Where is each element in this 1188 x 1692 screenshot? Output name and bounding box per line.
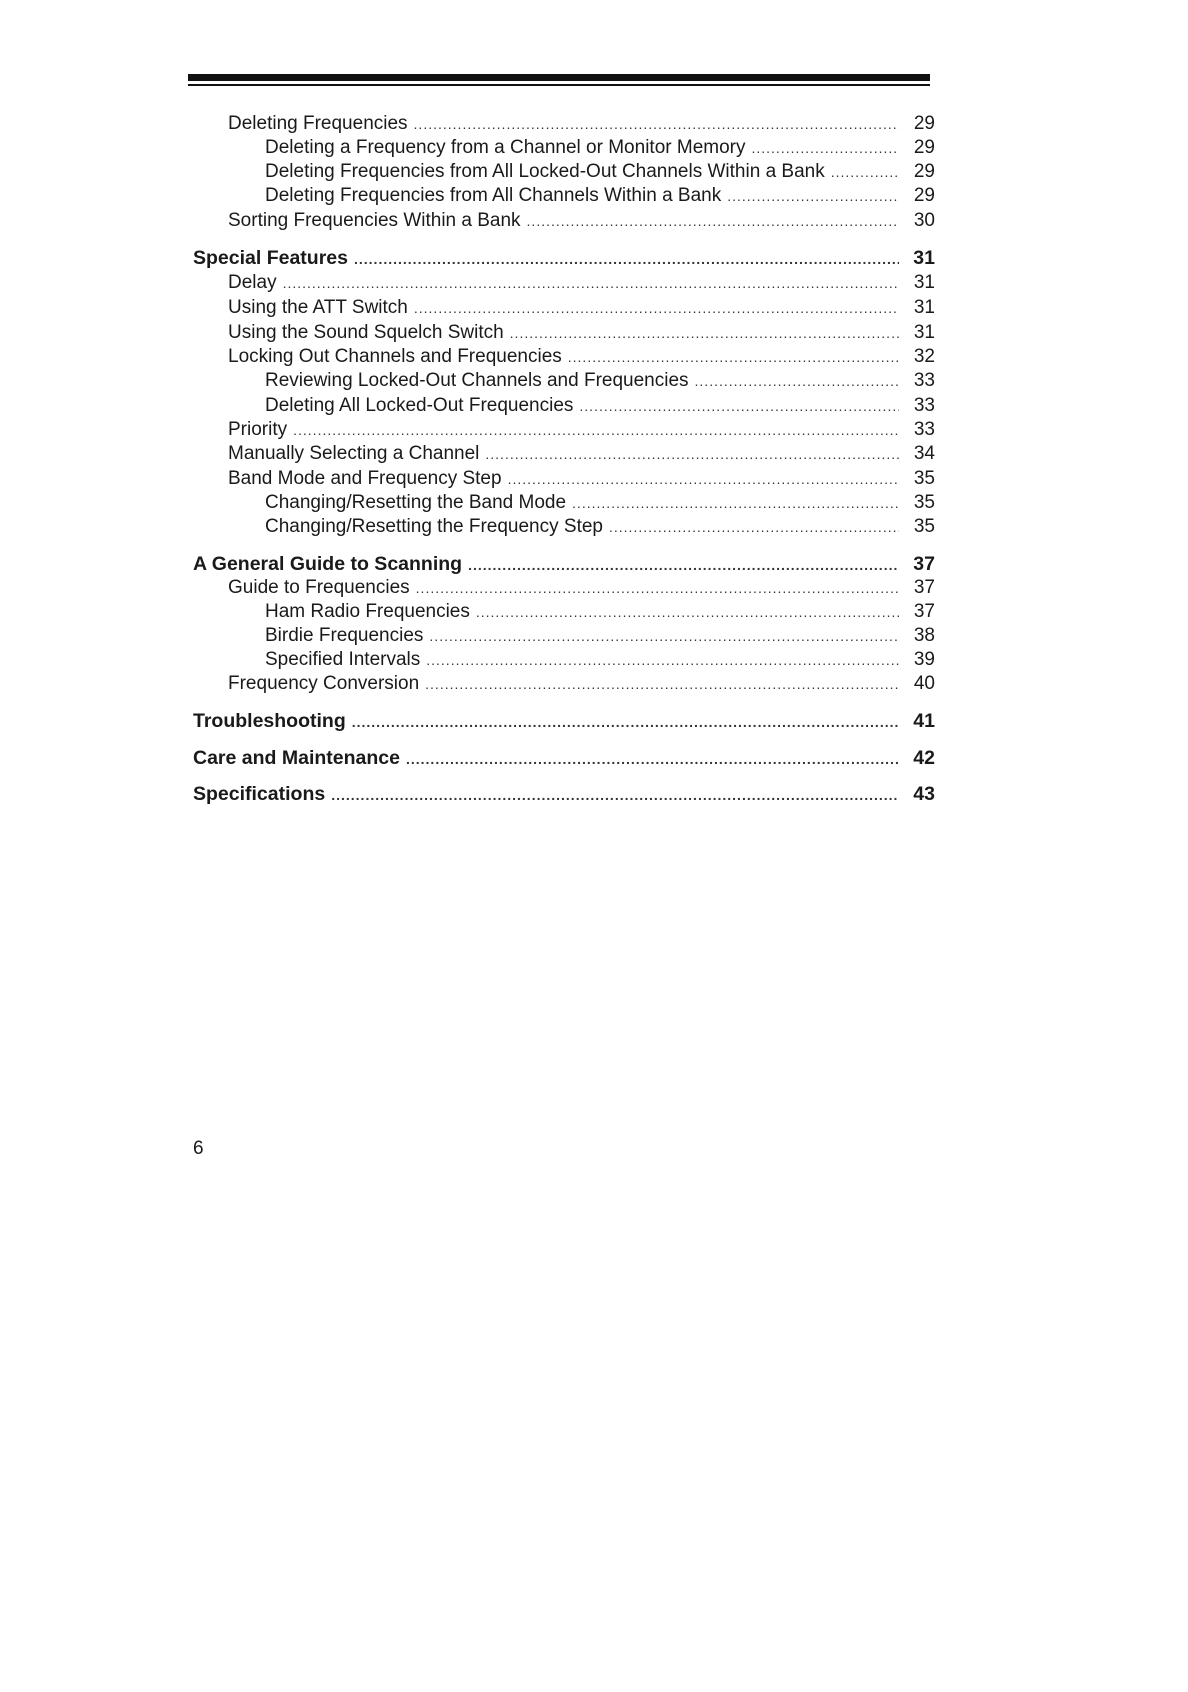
toc-entry[interactable] (265, 135, 935, 161)
dot-leader (476, 599, 899, 625)
toc-entry-title: Band Mode and Frequency Step (228, 468, 502, 489)
dot-leader (414, 295, 899, 321)
toc-entry[interactable] (265, 647, 935, 673)
toc-entry-page: 35 (913, 468, 935, 489)
toc-entry-title: Reviewing Locked-Out Channels and Frequencies (265, 370, 689, 391)
toc-entry-page: 37 (913, 553, 935, 575)
dot-leader (485, 441, 899, 467)
dot-leader (751, 135, 899, 161)
toc-entry-title: A General Guide to Scanning (193, 553, 463, 575)
toc-entry-page: 31 (913, 297, 935, 318)
dot-leader (579, 393, 899, 419)
toc-entry[interactable] (228, 466, 935, 492)
toc-entry-title: Changing/Resetting the Band Mode (265, 492, 567, 513)
toc-entry[interactable] (228, 111, 935, 137)
toc-entry[interactable] (228, 575, 935, 601)
toc-entry-title: Deleting a Frequency from a Channel or Monitor Memory (265, 137, 746, 158)
toc-entry-page: 29 (913, 113, 935, 134)
toc-entry-page: 33 (913, 370, 935, 391)
toc-section-entry[interactable] (193, 745, 935, 771)
toc-section-entry[interactable] (193, 245, 935, 271)
toc-entry-page: 29 (913, 161, 935, 182)
toc-entry-page: 41 (913, 710, 935, 732)
dot-leader (331, 782, 899, 808)
toc-entry[interactable] (265, 368, 935, 394)
toc-entry-title: Guide to Frequencies (228, 577, 410, 598)
toc-entry-page: 35 (913, 516, 935, 537)
toc-entry-title: Care and Maintenance (193, 747, 400, 769)
toc-entry-title: Sorting Frequencies Within a Bank (228, 210, 521, 231)
dot-leader (831, 159, 899, 185)
dot-leader (609, 514, 899, 540)
toc-entry-page: 30 (913, 210, 935, 231)
dot-leader (416, 575, 899, 601)
toc-entry-title: Priority (228, 419, 288, 440)
dot-leader (510, 320, 899, 346)
toc-entry-title: Deleting Frequencies from All Locked-Out Channels Within a Bank (265, 161, 825, 182)
toc-entry-title: Deleting Frequencies from All Channels Within a Bank (265, 185, 722, 206)
toc-entry-page: 40 (913, 673, 935, 694)
toc-entry-page: 43 (913, 783, 935, 805)
toc-entry-page: 31 (913, 247, 935, 269)
toc-entry[interactable] (228, 208, 935, 234)
toc-entry-page: 42 (913, 747, 935, 769)
toc-entry[interactable] (228, 417, 935, 443)
dot-leader (406, 746, 899, 772)
dot-leader (429, 623, 899, 649)
toc-entry[interactable] (228, 671, 935, 697)
toc-entry[interactable] (265, 599, 935, 625)
dot-leader (572, 490, 899, 516)
toc-section-entry[interactable] (193, 708, 935, 734)
toc-entry-title: Locking Out Channels and Frequencies (228, 346, 562, 367)
toc-entry-page: 33 (913, 395, 935, 416)
toc-entry[interactable] (265, 159, 935, 185)
toc-entry-title: Special Features (193, 247, 348, 269)
dot-leader (293, 417, 899, 443)
toc-entry-title: Frequency Conversion (228, 673, 420, 694)
toc-entry-page: 29 (913, 185, 935, 206)
dot-leader (354, 246, 899, 272)
toc-entry-page: 33 (913, 419, 935, 440)
toc-entry-page: 34 (913, 443, 935, 464)
toc-entry-title: Specified Intervals (265, 649, 421, 670)
toc-entry-page: 31 (913, 272, 935, 293)
toc-entry-page: 37 (913, 577, 935, 598)
toc-section-entry[interactable] (193, 551, 935, 577)
toc-entry[interactable] (228, 441, 935, 467)
dot-leader (283, 270, 899, 296)
toc-section-entry[interactable] (193, 781, 935, 807)
toc-entry[interactable] (265, 393, 935, 419)
toc-entry-title: Delay (228, 272, 277, 293)
dot-leader (508, 466, 899, 492)
toc-entry[interactable] (265, 623, 935, 649)
dot-leader (527, 208, 899, 234)
toc-entry-title: Deleting All Locked-Out Frequencies (265, 395, 574, 416)
header-rule (188, 74, 930, 81)
toc-entry-page: 29 (913, 137, 935, 158)
page-number: 6 (193, 1138, 204, 1159)
toc-entry-page: 31 (913, 322, 935, 343)
toc-entry[interactable] (228, 295, 935, 321)
toc-entry[interactable] (265, 514, 935, 540)
dot-leader (426, 647, 899, 673)
toc-entry[interactable] (228, 270, 935, 296)
toc-entry-title: Specifications (193, 783, 326, 805)
dot-leader (352, 709, 899, 735)
dot-leader (568, 344, 899, 370)
dot-leader (414, 111, 899, 137)
toc-entry-page: 38 (913, 625, 935, 646)
toc-entry[interactable] (265, 183, 935, 209)
toc-entry-title: Using the ATT Switch (228, 297, 408, 318)
toc-entry[interactable] (228, 320, 935, 346)
dot-leader (695, 368, 899, 394)
toc-entry-title: Deleting Frequencies (228, 113, 408, 134)
toc-entry-title: Ham Radio Frequencies (265, 601, 470, 622)
toc-entry-page: 35 (913, 492, 935, 513)
dot-leader (727, 183, 899, 209)
toc-entry-title: Changing/Resetting the Frequency Step (265, 516, 603, 537)
dot-leader (425, 671, 899, 697)
toc-entry-title: Using the Sound Squelch Switch (228, 322, 504, 343)
toc-entry[interactable] (228, 344, 935, 370)
toc-entry-page: 32 (913, 346, 935, 367)
toc-entry-page: 39 (913, 649, 935, 670)
toc-entry[interactable] (265, 490, 935, 516)
toc-entry-title: Troubleshooting (193, 710, 346, 732)
toc-entry-page: 37 (913, 601, 935, 622)
toc-entry-title: Birdie Frequencies (265, 625, 424, 646)
toc-entry-title: Manually Selecting a Channel (228, 443, 480, 464)
